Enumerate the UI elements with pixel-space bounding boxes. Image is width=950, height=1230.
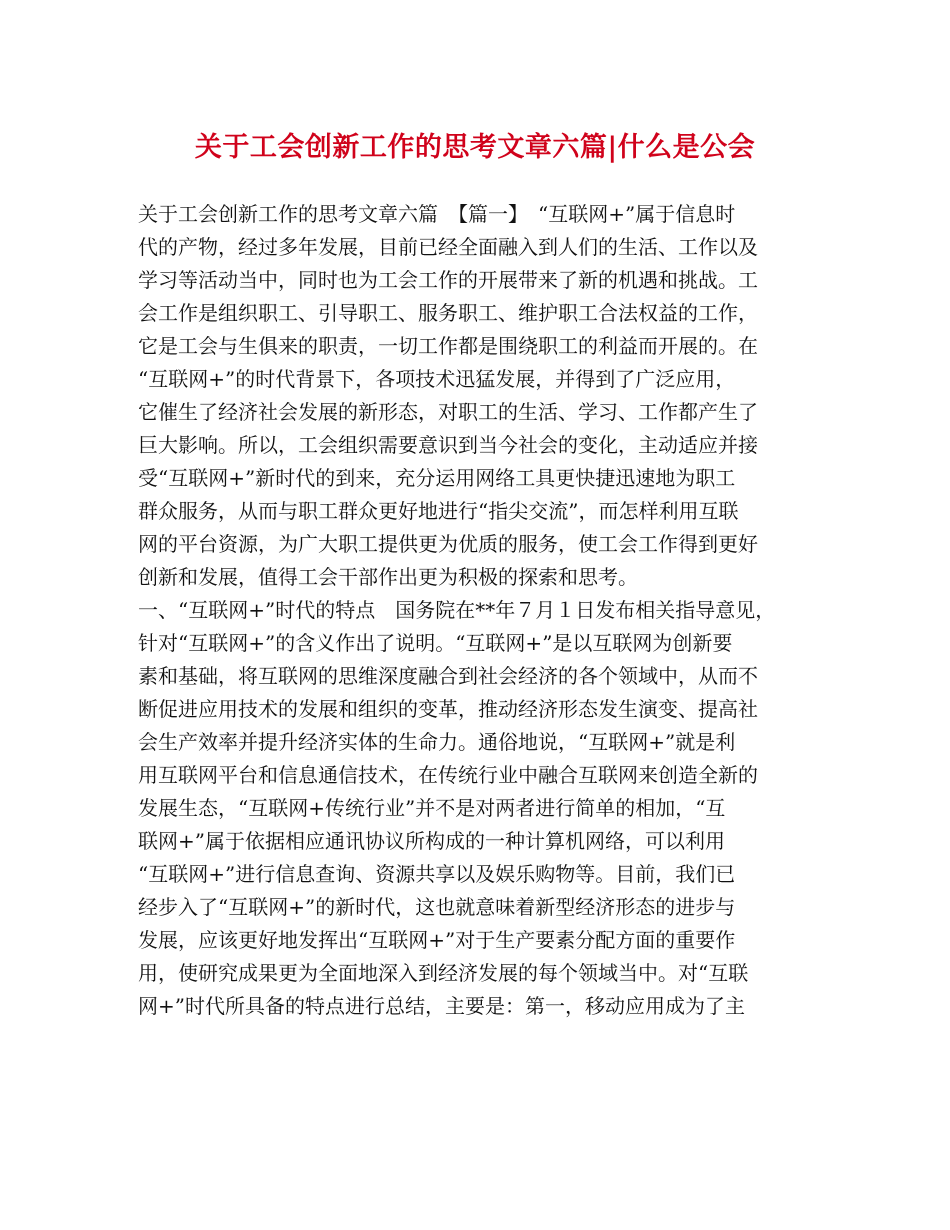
body-line: 网的平台资源，为广大职工提供更为优质的服务，使工会工作得到更好 xyxy=(138,532,758,556)
body-line: 断促进应用技术的发展和组织的变革，推动经济形态发生演变、提高社 xyxy=(138,697,758,721)
body-line: 创新和发展，值得工会干部作出更为积极的探索和思考。 xyxy=(138,565,638,589)
body-line: 素和基础，将互联网的思维深度融合到社会经济的各个领域中，从而不 xyxy=(138,664,758,688)
body-line: 用，使研究成果更为全面地深入到经济发展的每个领域当中。对“互联 xyxy=(138,961,749,985)
body-line: 学习等活动当中，同时也为工会工作的开展带来了新的机遇和挑战。工 xyxy=(138,268,758,292)
body-line: 网+”时代所具备的特点进行总结，主要是：第一，移动应用成为了主 xyxy=(138,994,745,1018)
document-body xyxy=(138,198,828,1023)
body-line: “互联网+”的时代背景下，各项技术迅猛发展，并得到了广泛应用， xyxy=(138,367,736,391)
body-line: 受“互联网+”新时代的到来，充分运用网络工具更快捷迅速地为职工 xyxy=(138,466,736,490)
document-title: 关于工会创新工作的思考文章六篇|什么是公会 xyxy=(194,132,756,163)
body-line: 关于工会创新工作的思考文章六篇 【篇一】 “互联网+”属于信息时 xyxy=(138,202,736,226)
body-line: 用互联网平台和信息通信技术，在传统行业中融合互联网来创造全新的 xyxy=(138,763,758,787)
body-line: 发展生态，“互联网+传统行业”并不是对两者进行简单的相加，“互 xyxy=(138,796,726,820)
body-line: 会工作是组织职工、引导职工、服务职工、维护职工合法权益的工作， xyxy=(138,301,758,325)
body-line: 它催生了经济社会发展的新形态，对职工的生活、学习、工作都产生了 xyxy=(138,400,758,424)
body-line: “互联网+”进行信息查询、资源共享以及娱乐购物等。目前，我们已 xyxy=(138,862,736,886)
body-line: 它是工会与生俱来的职责，一切工作都是围绕职工的利益而开展的。在 xyxy=(138,334,758,358)
body-line: 联网+”属于依据相应通讯协议所构成的一种计算机网络，可以利用 xyxy=(138,829,725,853)
body-line: 一、“互联网+”时代的特点 国务院在**年７月１日发布相关指导意见， xyxy=(138,598,776,622)
body-line: 会生产效率并提升经济实体的生命力。通俗地说，“互联网+”就是利 xyxy=(138,730,736,754)
body-line: 代的产物，经过多年发展，目前已经全面融入到人们的生活、工作以及 xyxy=(138,235,758,259)
body-line: 经步入了“互联网+”的新时代，这也就意味着新型经济形态的进步与 xyxy=(138,895,736,919)
body-line: 巨大影响。所以，工会组织需要意识到当今社会的变化，主动适应并接 xyxy=(138,433,758,457)
body-line: 群众服务，从而与职工群众更好地进行“指尖交流”，而怎样利用互联 xyxy=(138,499,739,523)
body-line: 发展，应该更好地发挥出“互联网+”对于生产要素分配方面的重要作 xyxy=(138,928,736,952)
body-line: 针对“互联网+”的含义作出了说明。“互联网+”是以互联网为创新要 xyxy=(138,631,733,655)
